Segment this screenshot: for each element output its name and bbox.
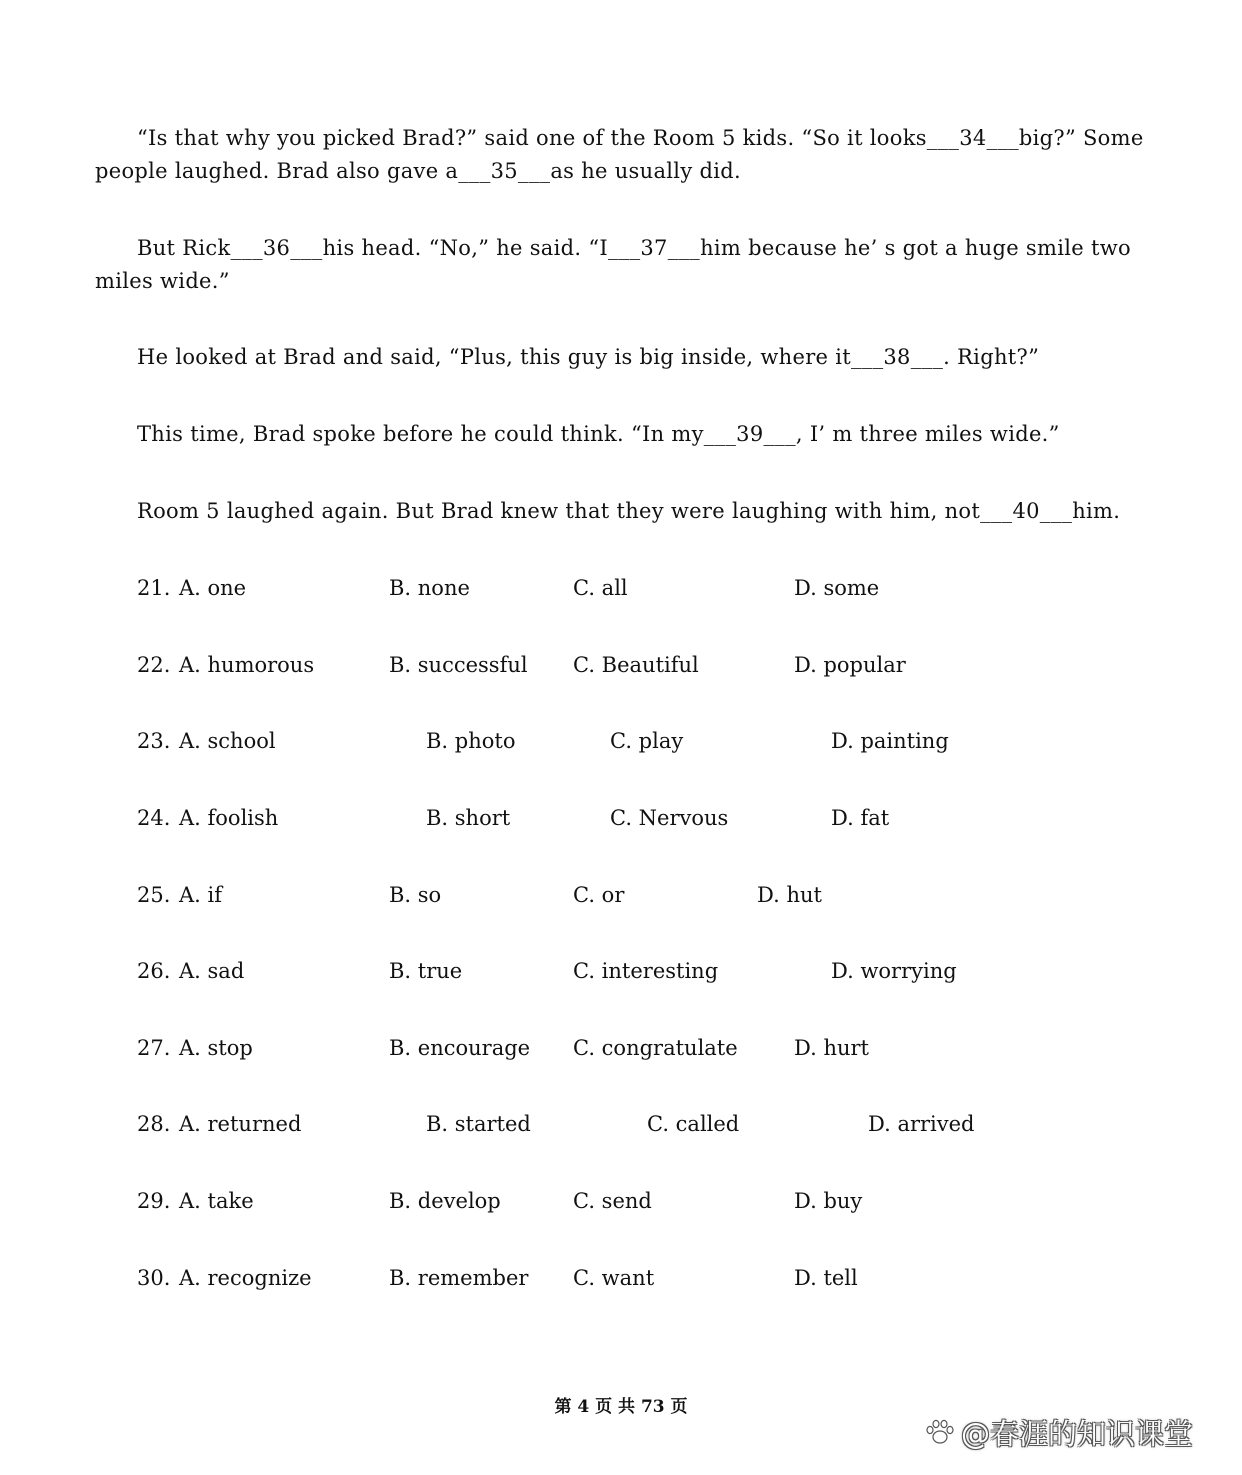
option-c: C. called bbox=[647, 1112, 740, 1136]
question-number: 21. bbox=[137, 576, 171, 600]
option-d: D. fat bbox=[831, 806, 890, 830]
question-row-22 bbox=[0, 650, 1242, 680]
option-d: D. hurt bbox=[794, 1036, 869, 1060]
passage-paragraph-1: “Is that why you picked Brad?” said one of the Room 5 kids. “So it looks___34___big?” Some people laughed. Brad also gave a___35___as he usually did. bbox=[95, 126, 1144, 183]
option-d: D. hut bbox=[757, 883, 822, 907]
passage-paragraph-5: Room 5 laughed again. But Brad knew that they were laughing with him, not___40___him. bbox=[137, 499, 1121, 523]
passage-paragraph-3: He looked at Brad and said, “Plus, this guy is big inside, where it___38___. Right?” bbox=[137, 345, 1040, 369]
option-d: D. popular bbox=[794, 653, 906, 677]
option-b: B. develop bbox=[389, 1189, 501, 1213]
option-a: A. recognize bbox=[179, 1266, 312, 1290]
passage-paragraph-4: This time, Brad spoke before he could think. “In my___39___, I’ m three miles wide.” bbox=[137, 422, 1060, 446]
passage-paragraph-2: But Rick___36___his head. “No,” he said. “I___37___him because he’ s got a huge smile two miles wide.” bbox=[95, 236, 1131, 293]
option-d: D. buy bbox=[794, 1189, 863, 1213]
question-row-30 bbox=[0, 1263, 1242, 1293]
option-b: B. true bbox=[389, 959, 463, 983]
option-d: D. worrying bbox=[831, 959, 957, 983]
option-b: B. started bbox=[426, 1112, 531, 1136]
question-row-23 bbox=[0, 726, 1242, 756]
question-row-27 bbox=[0, 1033, 1242, 1063]
question-row-21 bbox=[0, 573, 1242, 603]
page-number: 第 4 页 共 73 页 bbox=[554, 1397, 688, 1417]
question-number: 27. bbox=[137, 1036, 171, 1060]
question-row-25 bbox=[0, 880, 1242, 910]
option-a: A. one bbox=[179, 576, 247, 600]
option-b: B. short bbox=[426, 806, 511, 830]
option-c: C. interesting bbox=[573, 959, 719, 983]
option-c: C. all bbox=[573, 576, 628, 600]
option-a: A. foolish bbox=[179, 806, 279, 830]
option-c: C. congratulate bbox=[573, 1036, 738, 1060]
option-a: A. school bbox=[179, 729, 276, 753]
option-a: A. humorous bbox=[179, 653, 315, 677]
option-b: B. photo bbox=[426, 729, 516, 753]
option-a: A. if bbox=[179, 883, 223, 907]
question-number: 23. bbox=[137, 729, 171, 753]
option-a: A. take bbox=[179, 1189, 254, 1213]
option-b: B. none bbox=[389, 576, 470, 600]
option-b: B. so bbox=[389, 883, 442, 907]
option-b: B. encourage bbox=[389, 1036, 531, 1060]
question-row-26 bbox=[0, 956, 1242, 986]
option-a: A. returned bbox=[179, 1112, 302, 1136]
option-d: D. some bbox=[794, 576, 880, 600]
option-c: C. Nervous bbox=[610, 806, 729, 830]
watermark bbox=[925, 1410, 1225, 1454]
question-row-29 bbox=[0, 1186, 1242, 1216]
watermark-text: @春涯的知识课堂 bbox=[961, 1416, 1194, 1451]
option-c: C. play bbox=[610, 729, 684, 753]
option-d: D. painting bbox=[831, 729, 949, 753]
question-number: 28. bbox=[137, 1112, 171, 1136]
option-c: C. want bbox=[573, 1266, 655, 1290]
question-number: 24. bbox=[137, 806, 171, 830]
option-a: A. sad bbox=[179, 959, 245, 983]
option-b: B. successful bbox=[389, 653, 528, 677]
question-number: 29. bbox=[137, 1189, 171, 1213]
question-number: 30. bbox=[137, 1266, 171, 1290]
paw-icon bbox=[925, 1419, 955, 1445]
option-c: C. send bbox=[573, 1189, 652, 1213]
question-number: 22. bbox=[137, 653, 171, 677]
option-c: C. or bbox=[573, 883, 625, 907]
question-number: 26. bbox=[137, 959, 171, 983]
option-b: B. remember bbox=[389, 1266, 529, 1290]
option-d: D. arrived bbox=[868, 1112, 975, 1136]
option-d: D. tell bbox=[794, 1266, 858, 1290]
question-row-24 bbox=[0, 803, 1242, 833]
question-row-28 bbox=[0, 1109, 1242, 1139]
option-c: C. Beautiful bbox=[573, 653, 699, 677]
question-number: 25. bbox=[137, 883, 171, 907]
option-a: A. stop bbox=[179, 1036, 253, 1060]
